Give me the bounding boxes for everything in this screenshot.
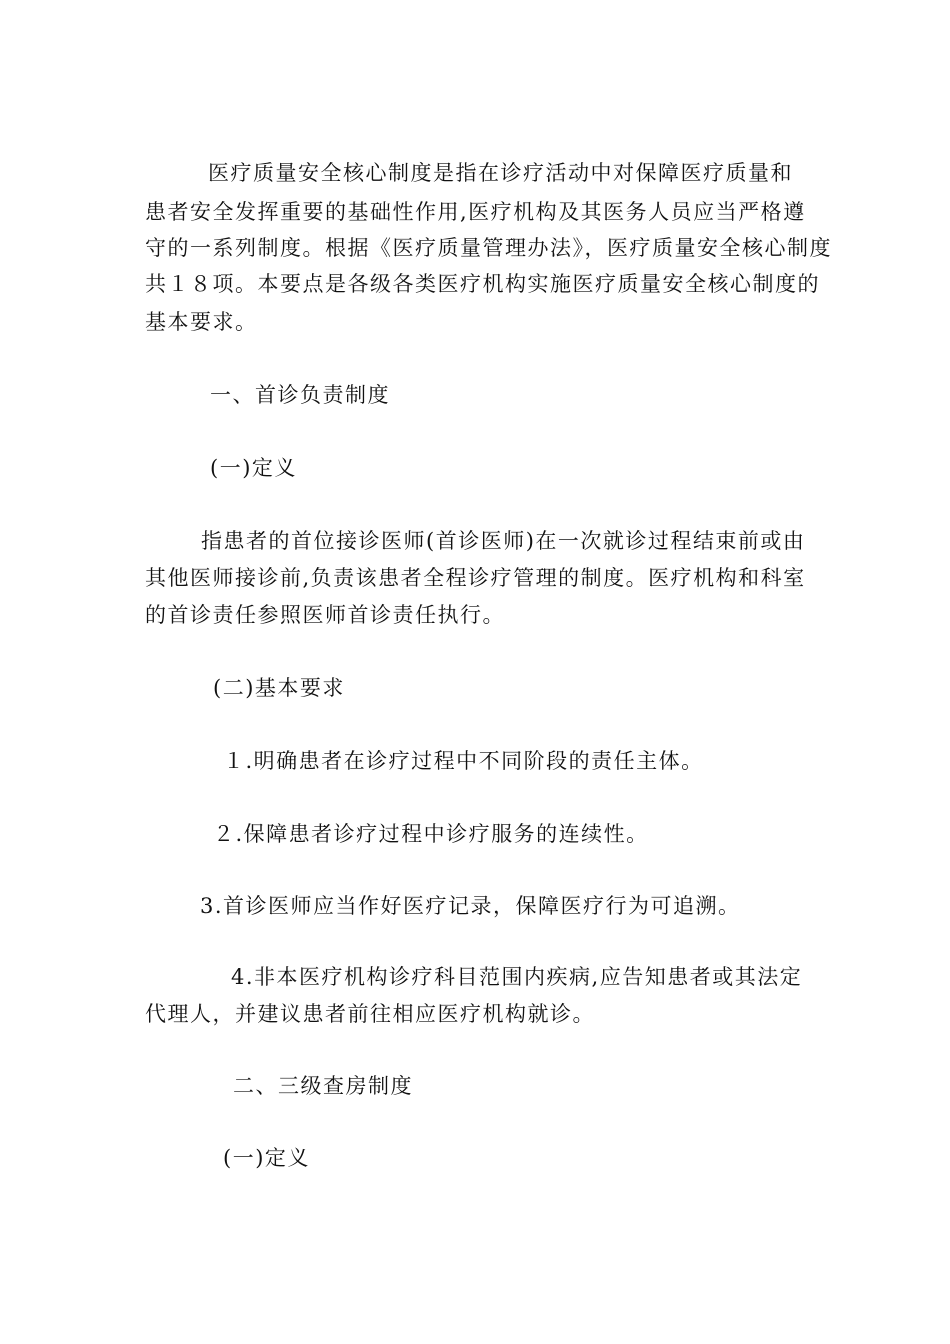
intro-line-5: 基本要求。 xyxy=(145,310,258,334)
req-item-4-line-1: 4.非本医疗机构诊疗科目范围内疾病,应告知患者或其法定 xyxy=(231,965,803,989)
req-item-4-line-2: 代理人，并建议患者前往相应医疗机构就诊。 xyxy=(145,1002,595,1026)
intro-line-4: 共１８项。本要点是各级各类医疗机构实施医疗质量安全核心制度的 xyxy=(145,272,820,296)
section1-def-heading: (一)定义 xyxy=(210,456,297,480)
section1-def-line-1: 指患者的首位接诊医师(首诊医师)在一次就诊过程结束前或由 xyxy=(201,529,806,553)
section1-heading: 一、首诊负责制度 xyxy=(210,383,390,407)
section2-def-heading: (一)定义 xyxy=(223,1146,310,1170)
section1-def-line-3: 的首诊责任参照医师首诊责任执行。 xyxy=(145,603,505,627)
section2-heading: 二、三级查房制度 xyxy=(233,1074,413,1098)
req-item-3: 3.首诊医师应当作好医疗记录，保障医疗行为可追溯。 xyxy=(200,894,741,918)
req-item-1: １.明确患者在诊疗过程中不同阶段的责任主体。 xyxy=(223,749,704,773)
section1-def-line-2: 其他医师接诊前,负责该患者全程诊疗管理的制度。医疗机构和科室 xyxy=(145,566,806,590)
section1-req-heading: (二)基本要求 xyxy=(213,676,345,700)
req-item-2: ２.保障患者诊疗过程中诊疗服务的连续性。 xyxy=(213,822,649,846)
intro-line-1: 医疗质量安全核心制度是指在诊疗活动中对保障医疗质量和 xyxy=(208,161,793,185)
intro-line-2: 患者安全发挥重要的基础性作用,医疗机构及其医务人员应当严格遵 xyxy=(145,200,806,224)
intro-line-3: 守的一系列制度。根据《医疗质量管理办法》，医疗质量安全核心制度 xyxy=(145,236,832,260)
